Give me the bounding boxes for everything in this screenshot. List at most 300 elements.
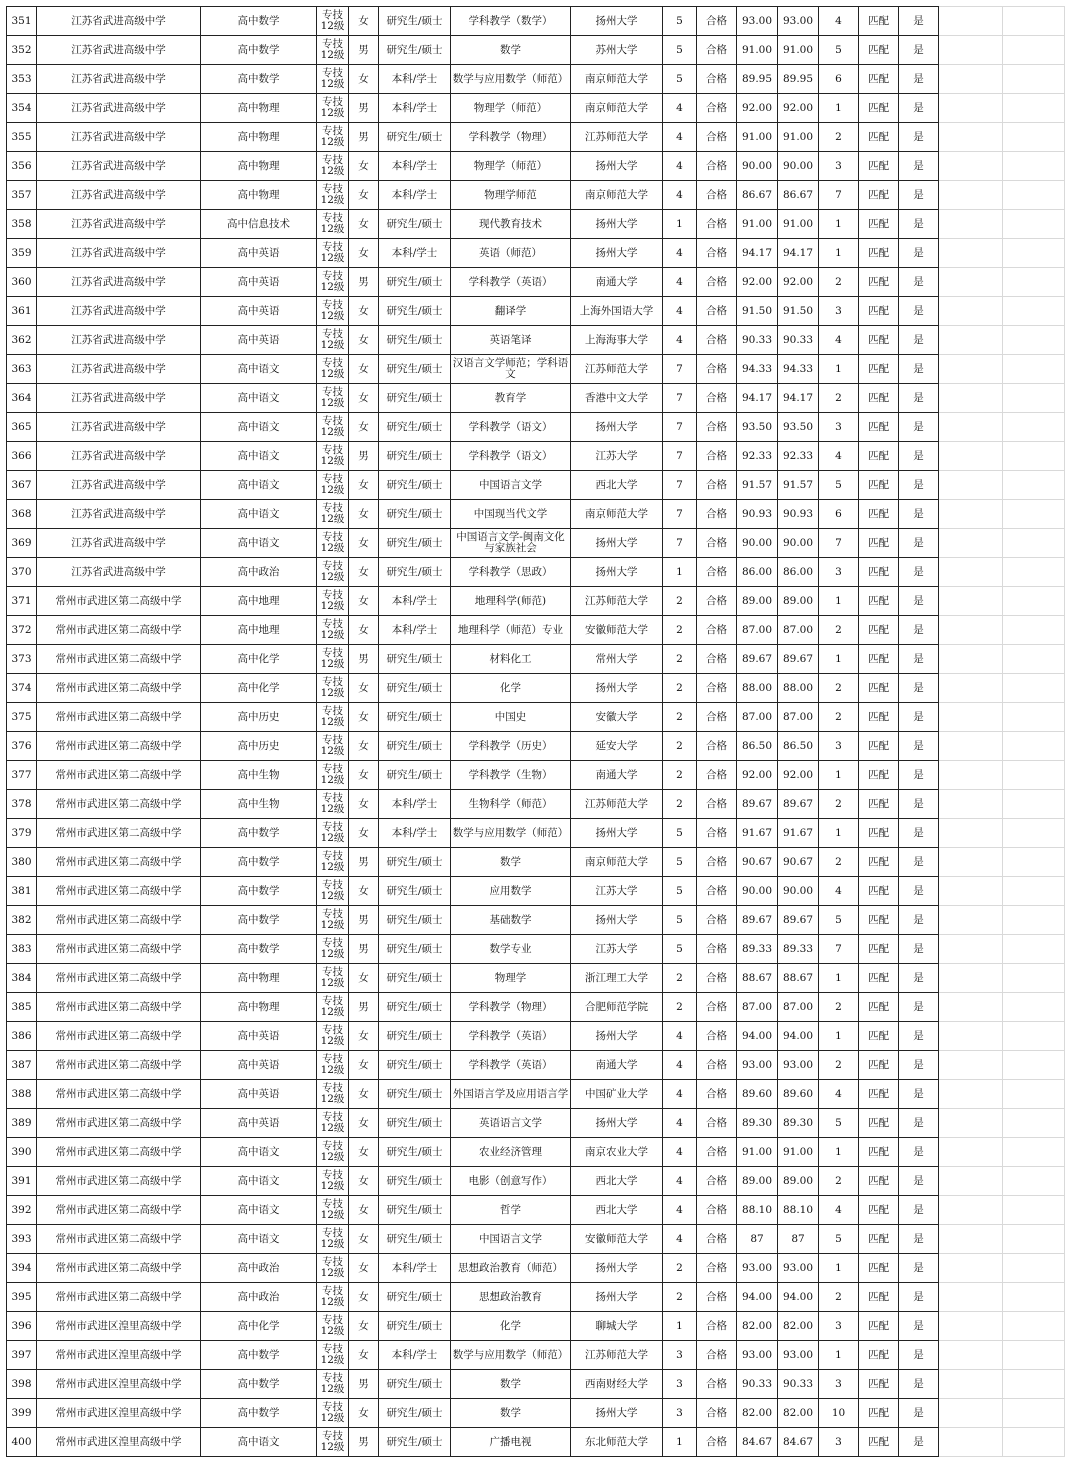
total-score-cell: 87.00	[778, 993, 819, 1022]
position-subject-cell: 高中化学	[201, 1312, 317, 1341]
interview-score-cell: 92.00	[737, 761, 778, 790]
interview-score-cell: 90.93	[737, 500, 778, 529]
empty-grid-cell	[939, 906, 1003, 935]
row-number-cell: 354	[7, 94, 37, 123]
hiring-quota-cell: 4	[663, 1022, 697, 1051]
empty-grid-cell	[1003, 964, 1065, 993]
rank-cell: 2	[819, 1167, 859, 1196]
graduating-university-cell: 西北大学	[571, 471, 663, 500]
major-cell: 数学与应用数学（师范）	[451, 1341, 571, 1370]
row-number-cell: 370	[7, 558, 37, 587]
shortlisted-flag-cell: 是	[899, 1051, 939, 1080]
education-degree-cell: 研究生/硕士	[379, 413, 451, 442]
education-degree-cell: 研究生/硕士	[379, 964, 451, 993]
hiring-quota-cell: 7	[663, 500, 697, 529]
empty-grid-cell	[1003, 616, 1065, 645]
graduating-university-cell: 安徽大学	[571, 703, 663, 732]
school-name-cell: 常州市武进区第二高级中学	[37, 1167, 201, 1196]
major-cell: 中国语言文学-闽南文化与家族社会	[451, 529, 571, 558]
row-number-cell: 356	[7, 152, 37, 181]
interview-score-cell: 89.67	[737, 645, 778, 674]
graduating-university-cell: 合肥师范学院	[571, 993, 663, 1022]
job-level-cell: 专技12级	[317, 761, 349, 790]
qualification-result-cell: 合格	[697, 761, 737, 790]
shortlisted-flag-cell: 是	[899, 674, 939, 703]
table-row	[7, 65, 1065, 94]
total-score-cell: 91.50	[778, 297, 819, 326]
empty-grid-cell	[1003, 152, 1065, 181]
empty-grid-cell	[939, 587, 1003, 616]
job-level-cell: 专技12级	[317, 790, 349, 819]
school-name-cell: 江苏省武进高级中学	[37, 355, 201, 384]
total-score-cell: 82.00	[778, 1399, 819, 1428]
match-status-cell: 匹配	[859, 703, 899, 732]
major-cell: 英语笔译	[451, 326, 571, 355]
interview-score-cell: 93.00	[737, 1254, 778, 1283]
row-number-cell: 379	[7, 819, 37, 848]
match-status-cell: 匹配	[859, 413, 899, 442]
total-score-cell: 92.00	[778, 94, 819, 123]
position-subject-cell: 高中语文	[201, 1225, 317, 1254]
match-status-cell: 匹配	[859, 1022, 899, 1051]
row-number-cell: 351	[7, 7, 37, 36]
row-number-cell: 394	[7, 1254, 37, 1283]
total-score-cell: 91.67	[778, 819, 819, 848]
interview-score-cell: 91.57	[737, 471, 778, 500]
education-degree-cell: 研究生/硕士	[379, 500, 451, 529]
hiring-quota-cell: 1	[663, 558, 697, 587]
table-row	[7, 1312, 1065, 1341]
rank-cell: 3	[819, 732, 859, 761]
row-number-cell: 358	[7, 210, 37, 239]
empty-grid-cell	[1003, 181, 1065, 210]
empty-grid-cell	[1003, 1051, 1065, 1080]
hiring-quota-cell: 2	[663, 761, 697, 790]
gender-cell: 男	[349, 906, 379, 935]
interview-score-cell: 91.00	[737, 36, 778, 65]
job-level-cell: 专技12级	[317, 848, 349, 877]
graduating-university-cell: 扬州大学	[571, 210, 663, 239]
qualification-result-cell: 合格	[697, 790, 737, 819]
shortlisted-flag-cell: 是	[899, 1283, 939, 1312]
rank-cell: 2	[819, 790, 859, 819]
gender-cell: 女	[349, 384, 379, 413]
table-row	[7, 442, 1065, 471]
empty-grid-cell	[939, 703, 1003, 732]
empty-grid-cell	[1003, 732, 1065, 761]
graduating-university-cell: 扬州大学	[571, 1022, 663, 1051]
school-name-cell: 江苏省武进高级中学	[37, 94, 201, 123]
qualification-result-cell: 合格	[697, 1254, 737, 1283]
position-subject-cell: 高中物理	[201, 123, 317, 152]
row-number-cell: 392	[7, 1196, 37, 1225]
total-score-cell: 91.00	[778, 1138, 819, 1167]
gender-cell: 女	[349, 65, 379, 94]
school-name-cell: 常州市武进区第二高级中学	[37, 616, 201, 645]
major-cell: 数学	[451, 1399, 571, 1428]
match-status-cell: 匹配	[859, 442, 899, 471]
hiring-quota-cell: 4	[663, 1167, 697, 1196]
shortlisted-flag-cell: 是	[899, 94, 939, 123]
position-subject-cell: 高中英语	[201, 268, 317, 297]
school-name-cell: 常州市武进区第二高级中学	[37, 1283, 201, 1312]
school-name-cell: 常州市武进区第二高级中学	[37, 964, 201, 993]
shortlisted-flag-cell: 是	[899, 906, 939, 935]
graduating-university-cell: 扬州大学	[571, 529, 663, 558]
gender-cell: 女	[349, 7, 379, 36]
total-score-cell: 86.00	[778, 558, 819, 587]
position-subject-cell: 高中物理	[201, 181, 317, 210]
job-level-cell: 专技12级	[317, 1254, 349, 1283]
qualification-result-cell: 合格	[697, 500, 737, 529]
gender-cell: 男	[349, 36, 379, 65]
shortlisted-flag-cell: 是	[899, 471, 939, 500]
table-row	[7, 94, 1065, 123]
row-number-cell: 361	[7, 297, 37, 326]
row-number-cell: 396	[7, 1312, 37, 1341]
major-cell: 数学与应用数学（师范）	[451, 65, 571, 94]
empty-grid-cell	[1003, 1109, 1065, 1138]
education-degree-cell: 研究生/硕士	[379, 123, 451, 152]
qualification-result-cell: 合格	[697, 7, 737, 36]
graduating-university-cell: 扬州大学	[571, 558, 663, 587]
row-number-cell: 366	[7, 442, 37, 471]
major-cell: 数学专业	[451, 935, 571, 964]
interview-score-cell: 90.00	[737, 152, 778, 181]
interview-score-cell: 93.00	[737, 7, 778, 36]
match-status-cell: 匹配	[859, 36, 899, 65]
match-status-cell: 匹配	[859, 1370, 899, 1399]
empty-grid-cell	[1003, 384, 1065, 413]
education-degree-cell: 研究生/硕士	[379, 1022, 451, 1051]
empty-grid-cell	[1003, 471, 1065, 500]
gender-cell: 女	[349, 413, 379, 442]
empty-grid-cell	[939, 355, 1003, 384]
total-score-cell: 88.67	[778, 964, 819, 993]
gender-cell: 女	[349, 558, 379, 587]
table-row	[7, 326, 1065, 355]
total-score-cell: 90.33	[778, 326, 819, 355]
graduating-university-cell: 南京师范大学	[571, 65, 663, 94]
row-number-cell: 397	[7, 1341, 37, 1370]
qualification-result-cell: 合格	[697, 181, 737, 210]
rank-cell: 3	[819, 1370, 859, 1399]
position-subject-cell: 高中语文	[201, 529, 317, 558]
major-cell: 学科教学（语文）	[451, 442, 571, 471]
empty-grid-cell	[1003, 1341, 1065, 1370]
qualification-result-cell: 合格	[697, 819, 737, 848]
shortlisted-flag-cell: 是	[899, 210, 939, 239]
total-score-cell: 87.00	[778, 616, 819, 645]
education-degree-cell: 研究生/硕士	[379, 993, 451, 1022]
total-score-cell: 94.17	[778, 384, 819, 413]
empty-grid-cell	[939, 1022, 1003, 1051]
interview-score-cell: 90.67	[737, 848, 778, 877]
school-name-cell: 常州市武进区第二高级中学	[37, 1109, 201, 1138]
school-name-cell: 江苏省武进高级中学	[37, 152, 201, 181]
job-level-cell: 专技12级	[317, 1080, 349, 1109]
shortlisted-flag-cell: 是	[899, 326, 939, 355]
job-level-cell: 专技12级	[317, 732, 349, 761]
gender-cell: 男	[349, 935, 379, 964]
school-name-cell: 江苏省武进高级中学	[37, 442, 201, 471]
total-score-cell: 86.67	[778, 181, 819, 210]
major-cell: 电影（创意写作）	[451, 1167, 571, 1196]
position-subject-cell: 高中语文	[201, 413, 317, 442]
job-level-cell: 专技12级	[317, 36, 349, 65]
row-number-cell: 398	[7, 1370, 37, 1399]
match-status-cell: 匹配	[859, 558, 899, 587]
gender-cell: 女	[349, 964, 379, 993]
empty-grid-cell	[1003, 645, 1065, 674]
gender-cell: 女	[349, 761, 379, 790]
school-name-cell: 常州市武进区第二高级中学	[37, 645, 201, 674]
job-level-cell: 专技12级	[317, 645, 349, 674]
match-status-cell: 匹配	[859, 123, 899, 152]
empty-grid-cell	[939, 1167, 1003, 1196]
empty-grid-cell	[1003, 1196, 1065, 1225]
rank-cell: 1	[819, 210, 859, 239]
hiring-quota-cell: 2	[663, 993, 697, 1022]
shortlisted-flag-cell: 是	[899, 442, 939, 471]
gender-cell: 男	[349, 442, 379, 471]
qualification-result-cell: 合格	[697, 1341, 737, 1370]
shortlisted-flag-cell: 是	[899, 1312, 939, 1341]
gender-cell: 男	[349, 123, 379, 152]
rank-cell: 1	[819, 1138, 859, 1167]
graduating-university-cell: 浙江理工大学	[571, 964, 663, 993]
table-row	[7, 790, 1065, 819]
table-row	[7, 906, 1065, 935]
row-number-cell: 382	[7, 906, 37, 935]
major-cell: 数学	[451, 1370, 571, 1399]
gender-cell: 女	[349, 1225, 379, 1254]
row-number-cell: 374	[7, 674, 37, 703]
interview-score-cell: 94.00	[737, 1283, 778, 1312]
gender-cell: 女	[349, 239, 379, 268]
gender-cell: 女	[349, 152, 379, 181]
total-score-cell: 89.33	[778, 935, 819, 964]
hiring-quota-cell: 4	[663, 1196, 697, 1225]
interview-score-cell: 91.67	[737, 819, 778, 848]
rank-cell: 6	[819, 500, 859, 529]
major-cell: 学科教学（英语）	[451, 268, 571, 297]
row-number-cell: 399	[7, 1399, 37, 1428]
shortlisted-flag-cell: 是	[899, 1254, 939, 1283]
interview-score-cell: 87	[737, 1225, 778, 1254]
shortlisted-flag-cell: 是	[899, 616, 939, 645]
major-cell: 思想政治教育	[451, 1283, 571, 1312]
hiring-quota-cell: 4	[663, 1109, 697, 1138]
school-name-cell: 常州市武进区湟里高级中学	[37, 1399, 201, 1428]
total-score-cell: 84.67	[778, 1428, 819, 1457]
gender-cell: 女	[349, 587, 379, 616]
major-cell: 数学与应用数学（师范）	[451, 819, 571, 848]
position-subject-cell: 高中英语	[201, 1080, 317, 1109]
match-status-cell: 匹配	[859, 1428, 899, 1457]
gender-cell: 女	[349, 181, 379, 210]
graduating-university-cell: 安徽师范大学	[571, 1225, 663, 1254]
table-row	[7, 703, 1065, 732]
graduating-university-cell: 扬州大学	[571, 152, 663, 181]
education-degree-cell: 本科/学士	[379, 181, 451, 210]
graduating-university-cell: 扬州大学	[571, 239, 663, 268]
position-subject-cell: 高中语文	[201, 384, 317, 413]
total-score-cell: 93.00	[778, 1051, 819, 1080]
education-degree-cell: 研究生/硕士	[379, 268, 451, 297]
major-cell: 材料化工	[451, 645, 571, 674]
major-cell: 物理学师范	[451, 181, 571, 210]
table-row	[7, 1283, 1065, 1312]
shortlisted-flag-cell: 是	[899, 1167, 939, 1196]
education-degree-cell: 本科/学士	[379, 239, 451, 268]
major-cell: 物理学	[451, 964, 571, 993]
position-subject-cell: 高中数学	[201, 36, 317, 65]
table-row	[7, 384, 1065, 413]
school-name-cell: 常州市武进区第二高级中学	[37, 935, 201, 964]
graduating-university-cell: 扬州大学	[571, 819, 663, 848]
row-number-cell: 389	[7, 1109, 37, 1138]
empty-grid-cell	[939, 790, 1003, 819]
row-number-cell: 360	[7, 268, 37, 297]
job-level-cell: 专技12级	[317, 500, 349, 529]
match-status-cell: 匹配	[859, 674, 899, 703]
empty-grid-cell	[1003, 442, 1065, 471]
rank-cell: 5	[819, 906, 859, 935]
education-degree-cell: 研究生/硕士	[379, 848, 451, 877]
gender-cell: 男	[349, 268, 379, 297]
job-level-cell: 专技12级	[317, 355, 349, 384]
qualification-result-cell: 合格	[697, 1283, 737, 1312]
interview-score-cell: 89.60	[737, 1080, 778, 1109]
row-number-cell: 380	[7, 848, 37, 877]
empty-grid-cell	[939, 1138, 1003, 1167]
table-row	[7, 558, 1065, 587]
empty-grid-cell	[939, 1283, 1003, 1312]
education-degree-cell: 本科/学士	[379, 819, 451, 848]
major-cell: 英语（师范）	[451, 239, 571, 268]
position-subject-cell: 高中数学	[201, 877, 317, 906]
education-degree-cell: 研究生/硕士	[379, 1167, 451, 1196]
empty-grid-cell	[1003, 1167, 1065, 1196]
major-cell: 中国语言文学	[451, 471, 571, 500]
table-row	[7, 616, 1065, 645]
major-cell: 中国现当代文学	[451, 500, 571, 529]
gender-cell: 男	[349, 1370, 379, 1399]
match-status-cell: 匹配	[859, 1109, 899, 1138]
graduating-university-cell: 延安大学	[571, 732, 663, 761]
education-degree-cell: 研究生/硕士	[379, 674, 451, 703]
gender-cell: 女	[349, 326, 379, 355]
empty-grid-cell	[1003, 94, 1065, 123]
hiring-quota-cell: 4	[663, 152, 697, 181]
position-subject-cell: 高中物理	[201, 152, 317, 181]
education-degree-cell: 本科/学士	[379, 65, 451, 94]
graduating-university-cell: 扬州大学	[571, 1254, 663, 1283]
shortlisted-flag-cell: 是	[899, 355, 939, 384]
qualification-result-cell: 合格	[697, 210, 737, 239]
interview-score-cell: 88.10	[737, 1196, 778, 1225]
hiring-quota-cell: 2	[663, 703, 697, 732]
qualification-result-cell: 合格	[697, 1109, 737, 1138]
total-score-cell: 91.00	[778, 123, 819, 152]
interview-score-cell: 86.00	[737, 558, 778, 587]
position-subject-cell: 高中语文	[201, 442, 317, 471]
gender-cell: 女	[349, 1283, 379, 1312]
rank-cell: 7	[819, 935, 859, 964]
graduating-university-cell: 东北师范大学	[571, 1428, 663, 1457]
shortlisted-flag-cell: 是	[899, 123, 939, 152]
hiring-quota-cell: 2	[663, 1283, 697, 1312]
education-degree-cell: 本科/学士	[379, 1254, 451, 1283]
education-degree-cell: 研究生/硕士	[379, 935, 451, 964]
job-level-cell: 专技12级	[317, 587, 349, 616]
education-degree-cell: 本科/学士	[379, 616, 451, 645]
row-number-cell: 387	[7, 1051, 37, 1080]
hiring-quota-cell: 4	[663, 123, 697, 152]
interview-score-cell: 89.00	[737, 587, 778, 616]
empty-grid-cell	[939, 1312, 1003, 1341]
interview-score-cell: 93.50	[737, 413, 778, 442]
match-status-cell: 匹配	[859, 1399, 899, 1428]
job-level-cell: 专技12级	[317, 239, 349, 268]
match-status-cell: 匹配	[859, 529, 899, 558]
empty-grid-cell	[1003, 500, 1065, 529]
job-level-cell: 专技12级	[317, 210, 349, 239]
rank-cell: 2	[819, 616, 859, 645]
rank-cell: 4	[819, 326, 859, 355]
major-cell: 生物科学（师范）	[451, 790, 571, 819]
position-subject-cell: 高中语文	[201, 1138, 317, 1167]
rank-cell: 2	[819, 268, 859, 297]
empty-grid-cell	[1003, 268, 1065, 297]
match-status-cell: 匹配	[859, 732, 899, 761]
hiring-quota-cell: 2	[663, 616, 697, 645]
total-score-cell: 89.67	[778, 790, 819, 819]
hiring-quota-cell: 4	[663, 1080, 697, 1109]
total-score-cell: 93.00	[778, 1254, 819, 1283]
shortlisted-flag-cell: 是	[899, 529, 939, 558]
hiring-quota-cell: 1	[663, 210, 697, 239]
hiring-quota-cell: 5	[663, 935, 697, 964]
qualification-result-cell: 合格	[697, 65, 737, 94]
empty-grid-cell	[939, 65, 1003, 94]
row-number-cell: 384	[7, 964, 37, 993]
interview-score-cell: 89.00	[737, 1167, 778, 1196]
position-subject-cell: 高中地理	[201, 587, 317, 616]
major-cell: 学科教学（历史）	[451, 732, 571, 761]
school-name-cell: 常州市武进区第二高级中学	[37, 819, 201, 848]
table-row	[7, 1138, 1065, 1167]
match-status-cell: 匹配	[859, 1312, 899, 1341]
education-degree-cell: 研究生/硕士	[379, 645, 451, 674]
shortlisted-flag-cell: 是	[899, 1341, 939, 1370]
qualification-result-cell: 合格	[697, 1399, 737, 1428]
gender-cell: 女	[349, 1312, 379, 1341]
empty-grid-cell	[1003, 819, 1065, 848]
education-degree-cell: 研究生/硕士	[379, 558, 451, 587]
job-level-cell: 专技12级	[317, 181, 349, 210]
school-name-cell: 常州市武进区第二高级中学	[37, 848, 201, 877]
qualification-result-cell: 合格	[697, 1428, 737, 1457]
interview-score-cell: 82.00	[737, 1399, 778, 1428]
major-cell: 物理学（师范）	[451, 94, 571, 123]
empty-grid-cell	[1003, 906, 1065, 935]
education-degree-cell: 研究生/硕士	[379, 1370, 451, 1399]
total-score-cell: 92.33	[778, 442, 819, 471]
empty-grid-cell	[1003, 1312, 1065, 1341]
interview-score-cell: 89.67	[737, 906, 778, 935]
